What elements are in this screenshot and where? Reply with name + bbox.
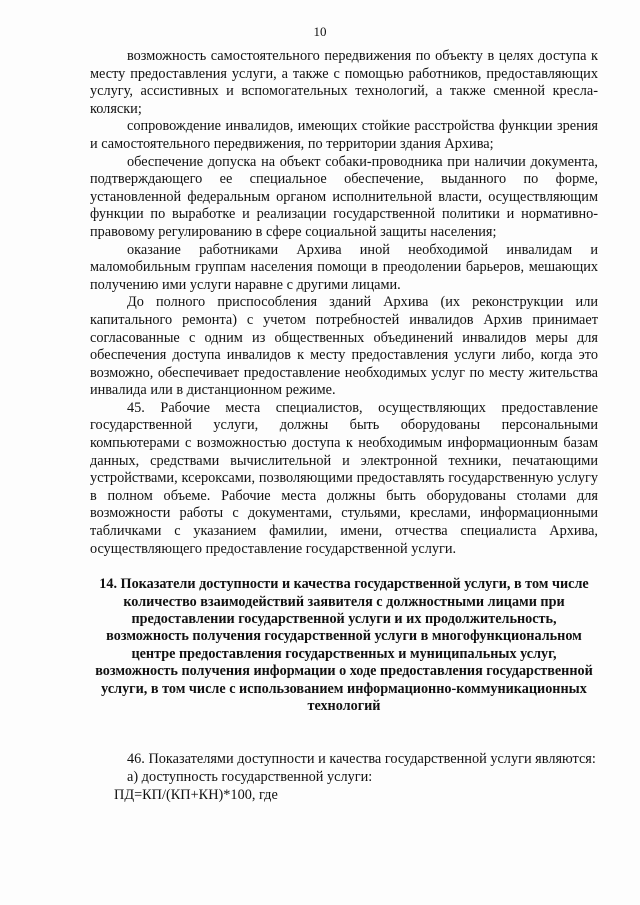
formula: ПД=КП/(КП+КН)*100, где	[114, 786, 278, 803]
paragraph: обеспечение допуска на объект собаки-проводника при наличии документа, подтверждающего ее специальное обеспечение, выданного по форме, установленной федеральным органом исполнительной власти, осуществляющим функции по выработке и реализации государственной политики и нормативно-правовому регулированию в сфере социальной защиты населения;	[90, 153, 598, 240]
paragraph: возможность самостоятельного передвижения по объекту в целях доступа к месту предоставления услуги, а также с помощью работников, предоставляющих услугу, ассистивных и вспомогательных технологий, а также сменной кресла-коляски;	[90, 48, 598, 117]
page-number: 10	[313, 24, 327, 39]
section-heading-14: 14. Показатели доступности и качества государственной услуги, в том числе количество взаимодействий заявителя с должностными лицами при предоставлении государственной услуги и их продолжительность, возможность получения государственной услуги в многофункциональном центре предоставления государственных и муниципальных услуг, возможность получения информации о ходе предоставления государственной услуги, в том числе с использованием информационно-коммуникационных технологий	[95, 576, 593, 715]
document-body	[90, 48, 598, 804]
paragraph: оказание работниками Архива иной необходимой инвалидам и маломобильным группам населения помощи в преодолении барьеров, мешающих получению ими услуги наравне с другими лицами.	[90, 241, 598, 293]
list-item-a: а) доступность государственной услуги:	[127, 769, 373, 786]
paragraph-46: 46. Показателями доступности и качества государственной услуги являются:	[127, 751, 596, 768]
paragraph: До полного приспособления зданий Архива (их реконструкции или капитального ремонта) с учетом потребностей инвалидов Архив принимает согласованные с одним из общественных объединений инвалидов меры для обеспечения доступа инвалидов к месту предоставления услуги либо, когда это возможно, обеспечивает предоставление необходимых услуг по месту жительства инвалида или в дистанционном режиме.	[90, 294, 598, 399]
paragraph-45: 45. Рабочие места специалистов, осуществляющих предоставление государственной услуги, должны быть оборудованы персональными компьютерами с возможностью доступа к необходимым информационным базам данных, средствами вычислительной и электронной техники, печатающими устройствами, ксероксами, позволяющими предоставлять государственную услугу в полном объеме. Рабочие места должны быть оборудованы столами для возможности работы с документами, стульями, креслами, информационными табличками с указанием фамилии, имени, отчества специалиста Архива, осуществляющего предоставление государственной услуги.	[90, 399, 598, 557]
paragraph: сопровождение инвалидов, имеющих стойкие расстройства функции зрения и самостоятельного передвижения, по территории здания Архива;	[90, 118, 598, 152]
